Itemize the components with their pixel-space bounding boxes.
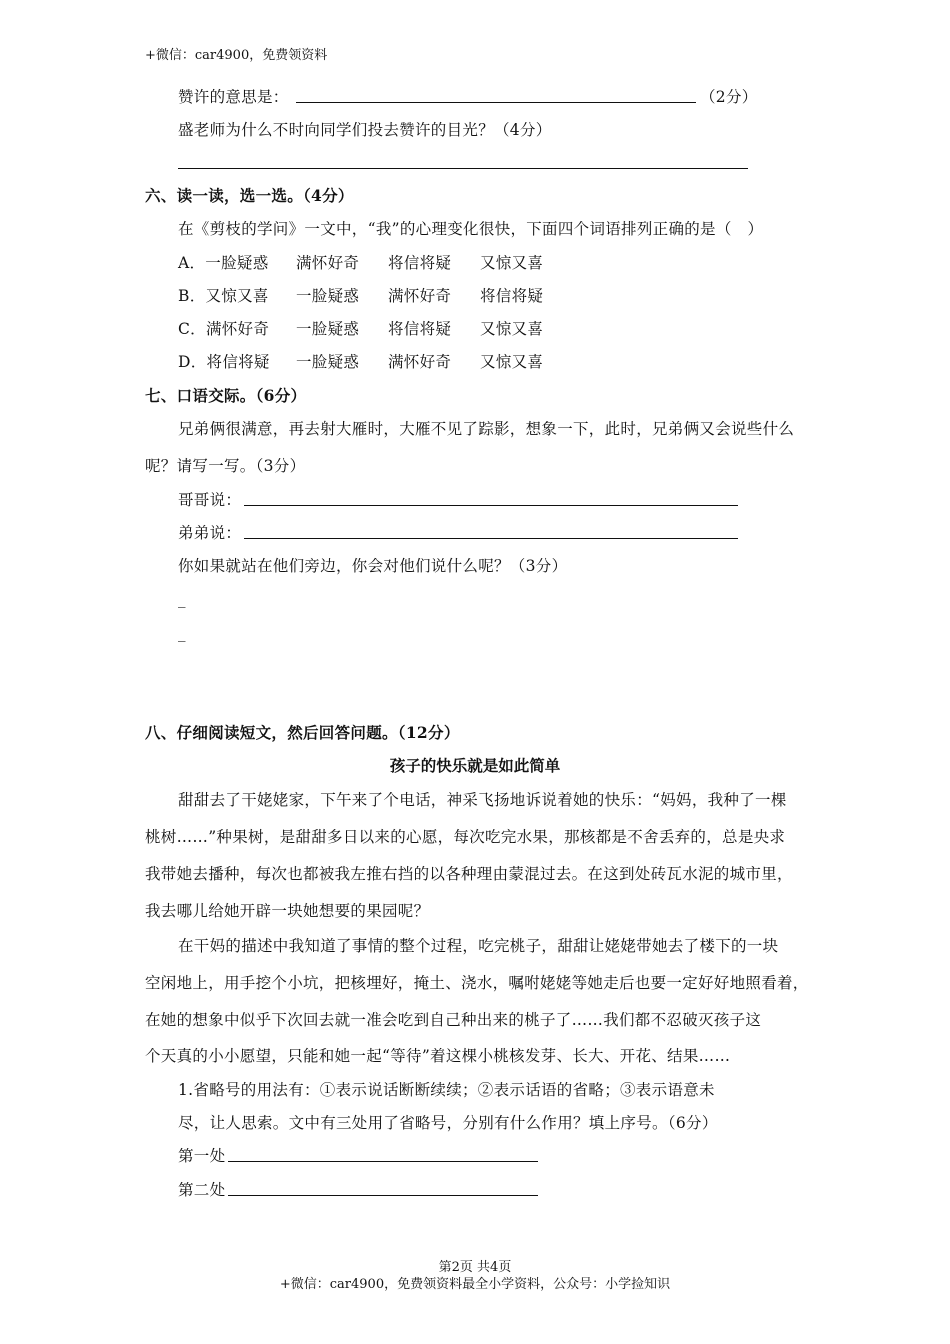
option-c[interactable] [178, 317, 572, 339]
answer-dash-1[interactable]: _ [178, 590, 186, 608]
didi-answer-line[interactable] [244, 538, 738, 539]
header-watermark: +微信：car4900，免费领资料 [145, 48, 328, 63]
option-c-word-4: 又惊又喜 [480, 320, 544, 338]
option-b-word-1: B．又惊又喜 [178, 287, 269, 305]
zanxu-label: 赞许的意思是： [178, 88, 289, 106]
page-number: 第2页 共4页 [438, 1260, 512, 1275]
option-d[interactable] [178, 350, 572, 372]
option-d-word-2: 一脸疑惑 [296, 353, 360, 371]
section-seven-title: 七、口语交际。（6分） [145, 386, 307, 405]
article-line: 我带她去播种，每次也都被我左推右挡的以各种理由蒙混过去。在这到处砖瓦水泥的城市里， [145, 865, 793, 883]
option-a-word-2: 满怀好奇 [296, 254, 360, 272]
section-seven-stem-line1: 兄弟俩很满意，再去射大雁时，大雁不见了踪影，想象一下，此时，兄弟俩又会说些什么 [178, 420, 795, 438]
footer-watermark: +微信：car4900，免费领资料最全小学资料，公众号：小学捡知识 [279, 1277, 671, 1292]
gege-label: 哥哥说： [178, 491, 242, 509]
article-title: 孩子的快乐就是如此简单 [389, 756, 561, 775]
option-a-word-3: 将信将疑 [388, 254, 452, 272]
option-b-word-2: 一脸疑惑 [296, 287, 360, 305]
subquestion-1-line1: 1.省略号的用法有：①表示说话断断续续；②表示话语的省略；③表示语意未 [178, 1081, 715, 1099]
first-place-label: 第一处 [178, 1147, 226, 1165]
article-line: 桃树……”种果树，是甜甜多日以来的心愿，每次吃完水果，那核都是不舍丢弃的，总是央求 [145, 828, 786, 846]
why-answer-line[interactable] [178, 168, 748, 169]
second-place-answer-line[interactable] [228, 1195, 538, 1196]
section-seven-stem-line2: 呢？请写一写。（3分） [145, 457, 306, 475]
subquestion-1-line2: 尽，让人思索。文中有三处用了省略号，分别有什么作用？填上序号。（6分） [178, 1114, 718, 1132]
option-d-word-3: 满怀好奇 [388, 353, 452, 371]
option-a-word-4: 又惊又喜 [480, 254, 544, 272]
didi-label: 弟弟说： [178, 524, 242, 542]
option-b[interactable] [178, 284, 572, 306]
article-line: 个天真的小小愿望，只能和她一起“等待”着这棵小桃核发芽、长大、开花、结果…… [145, 1047, 731, 1065]
zanxu-answer-line[interactable] [296, 102, 696, 103]
option-d-word-4: 又惊又喜 [480, 353, 544, 371]
second-place-label: 第二处 [178, 1181, 226, 1199]
why-question: 盛老师为什么不时向同学们投去赞许的目光？（4分） [178, 121, 552, 139]
section-six-stem: 在《剪枝的学问》一文中，“我”的心理变化很快，下面四个词语排列正确的是（ ） [178, 220, 764, 238]
option-c-word-1: C．满怀好奇 [178, 320, 270, 338]
first-place-answer-line[interactable] [228, 1161, 538, 1162]
option-b-word-4: 将信将疑 [480, 287, 544, 305]
option-a-word-1: A．一脸疑惑 [178, 254, 269, 272]
article-line: 空闲地上，用手挖个小坑，把核埋好，掩土、浇水，嘱咐姥姥等她走后也要一定好好地照看着， [145, 974, 809, 992]
option-b-word-3: 满怀好奇 [388, 287, 452, 305]
section-six-title: 六、读一读，选一选。（4分） [145, 186, 354, 205]
option-c-word-2: 一脸疑惑 [296, 320, 360, 338]
option-d-word-1: D．将信将疑 [178, 353, 270, 371]
section-seven-question2: 你如果就站在他们旁边，你会对他们说什么呢？（3分） [178, 557, 568, 575]
article-line: 我去哪儿给她开辟一块她想要的果园呢？ [145, 902, 430, 920]
option-c-word-3: 将信将疑 [388, 320, 452, 338]
article-line: 在干妈的描述中我知道了事情的整个过程，吃完桃子，甜甜让姥姥带她去了楼下的一块 [178, 937, 779, 955]
article-line: 在她的想象中似乎下次回去就一准会吃到自己种出来的桃子了……我们都不忍破灭孩子这 [145, 1011, 762, 1029]
gege-answer-line[interactable] [244, 505, 738, 506]
article-line: 甜甜去了干姥姥家，下午来了个电话，神采飞扬地诉说着她的快乐：“妈妈，我种了一棵 [178, 791, 787, 809]
option-a[interactable] [178, 251, 572, 273]
zanxu-score: （2分） [700, 88, 758, 106]
answer-dash-2[interactable]: _ [178, 624, 186, 642]
section-eight-title: 八、仔细阅读短文，然后回答问题。（12分） [145, 723, 460, 742]
